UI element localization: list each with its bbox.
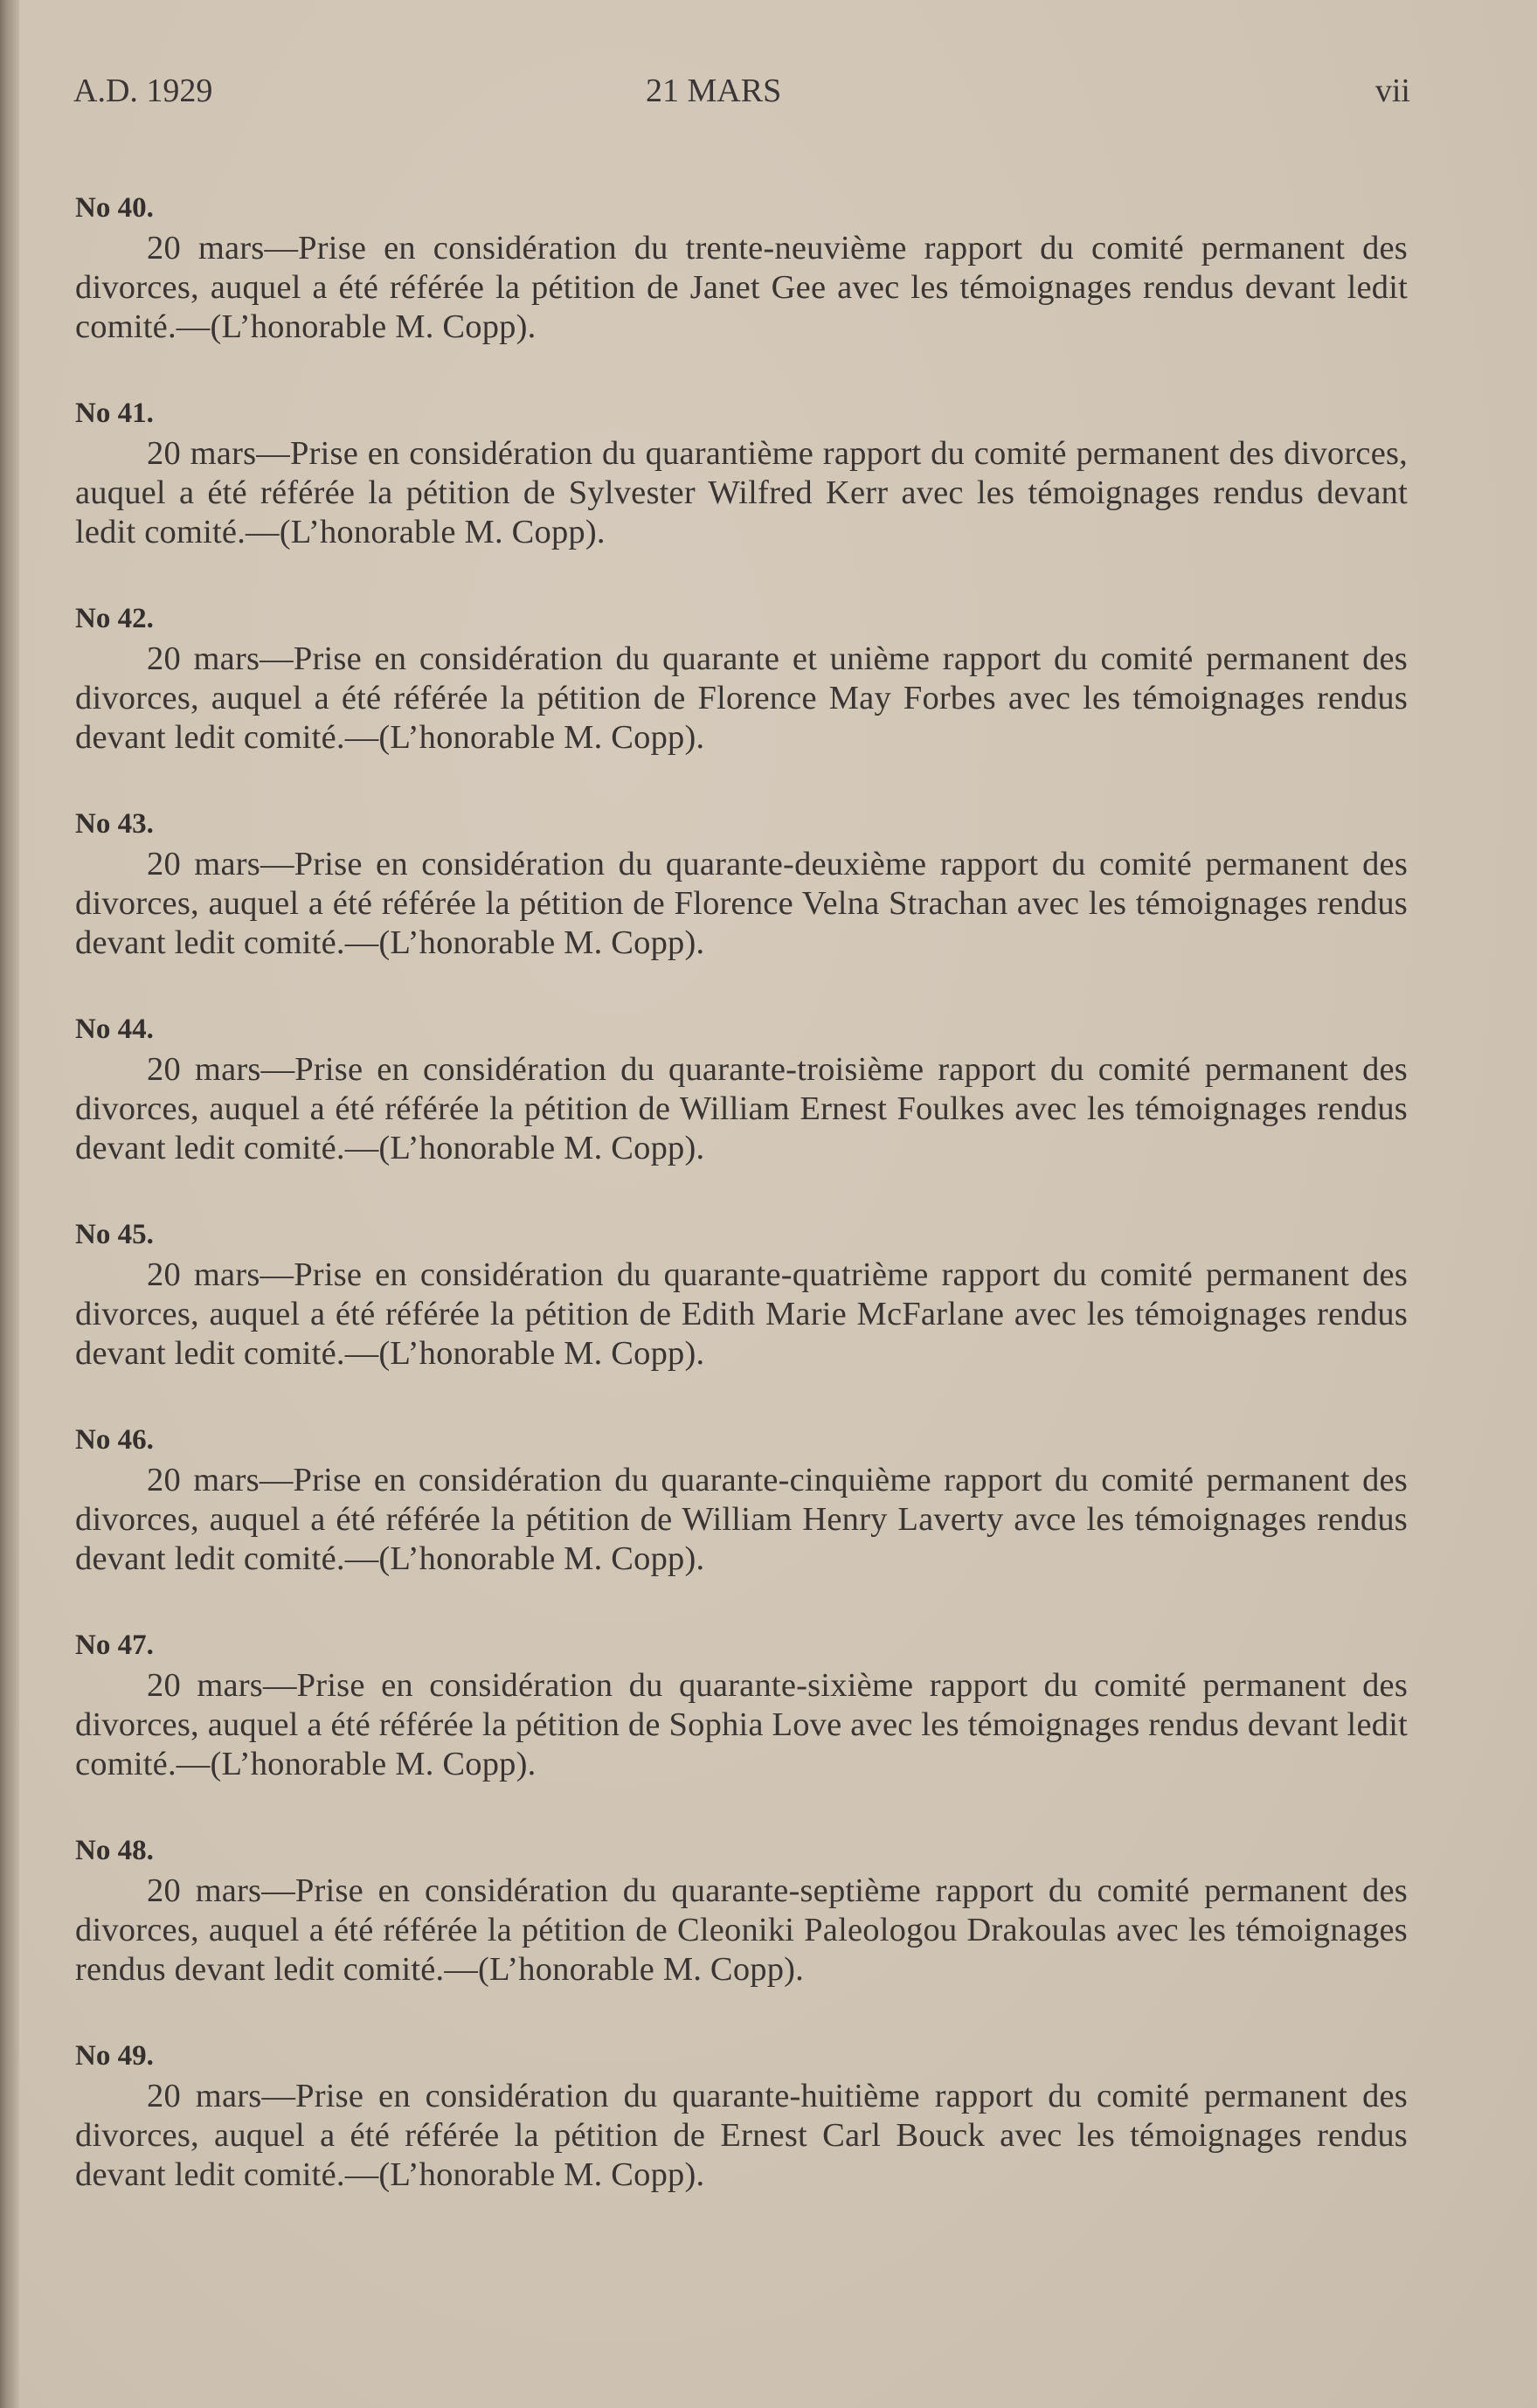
entry-number: No 42. <box>75 603 154 634</box>
header-date: 21 MARS <box>646 73 782 109</box>
entry-number: No 43. <box>75 808 154 840</box>
entry-text: 20 mars—Prise en considération du quarantième rapport du comité permanent des divorces, auquel a été référée la pétition de Sylvester Wilfred Kerr avec les témoignages rendus devant ledit comité.—(L’honorable M. Copp). <box>75 435 1408 550</box>
entry-text: 20 mars—Prise en considération du quarante-troisième rapport du comité permanent des divorces, auquel a été référée la pétition de William Ernest Foulkes avec les témoignages rendus devant ledit comité.—(L’honorable M. Copp). <box>75 1051 1408 1166</box>
entry <box>75 1217 1408 1374</box>
entry <box>75 190 1408 347</box>
entry-text: 20 mars—Prise en considération du quarante-sixième rapport du comité permanent des divorces, auquel a été référée la pétition de Sophia Love avec les témoignages rendus devant ledit comité.—(L’honorable M. Copp). <box>75 1667 1408 1782</box>
entry-text: 20 mars—Prise en considération du quarante-quatrième rapport du comité permanent des divorces, auquel a été référée la pétition de Edith Marie McFarlane avec les témoignages rendus devant ledit comité.—(L’honorable M. Copp). <box>75 1256 1408 1372</box>
entry <box>75 1422 1408 1579</box>
entry-text: 20 mars—Prise en considération du quarante et unième rapport du comité permanent des divorces, auquel a été référée la pétition de Florence May Forbes avec les témoignages rendus devant ledit comité.—(L’honorable M. Copp). <box>75 640 1408 756</box>
header-year: A.D. 1929 <box>73 73 213 109</box>
entry-number: No 49. <box>75 2040 154 2072</box>
entry-text: 20 mars—Prise en considération du quarante-cinquième rapport du comité permanent des divorces, auquel a été référée la pétition de William Henry Laverty avce les témoignages rendus devant ledit comité.—(L’honorable M. Copp). <box>75 1462 1408 1577</box>
page-binding-edge <box>0 0 19 2408</box>
entry <box>75 806 1408 963</box>
entry-text: 20 mars—Prise en considération du quarante-huitième rapport du comité permanent des divorces, auquel a été référée la pétition de Ernest Carl Bouck avec les témoignages rendus devant ledit comité.—(L’honorable M. Copp). <box>75 2078 1408 2193</box>
entry-number: No 48. <box>75 1835 154 1866</box>
header-page-number: vii <box>1374 73 1410 109</box>
entry <box>75 396 1408 552</box>
entry-number: No 41. <box>75 398 154 429</box>
entry <box>75 1628 1408 1784</box>
entry-number: No 47. <box>75 1630 154 1661</box>
entries-list <box>75 190 1408 2244</box>
entry <box>75 601 1408 758</box>
entry-text: 20 mars—Prise en considération du quarante-septième rapport du comité permanent des divorces, auquel a été référée la pétition de Cleoniki Paleologou Drakoulas avec les témoignages rendus devant ledit comité.—(L’honorable M. Copp). <box>75 1872 1408 1988</box>
entry <box>75 1833 1408 1989</box>
entry-number: No 44. <box>75 1014 154 1045</box>
entry-text: 20 mars—Prise en considération du quarante-deuxième rapport du comité permanent des divorces, auquel a été référée la pétition de Florence Velna Strachan avec les témoignages rendus devant ledit comité.—(L’honorable M. Copp). <box>75 846 1408 961</box>
entry-number: No 46. <box>75 1424 154 1456</box>
page-header <box>73 72 1410 124</box>
entry-number: No 45. <box>75 1219 154 1250</box>
entry <box>75 2038 1408 2195</box>
entry-number: No 40. <box>75 192 154 224</box>
entry-text: 20 mars—Prise en considération du trente-neuvième rapport du comité permanent des divorces, auquel a été référée la pétition de Janet Gee avec les témoignages rendus devant ledit comité.—(L’honorable M. Copp). <box>75 230 1408 345</box>
entry <box>75 1012 1408 1168</box>
